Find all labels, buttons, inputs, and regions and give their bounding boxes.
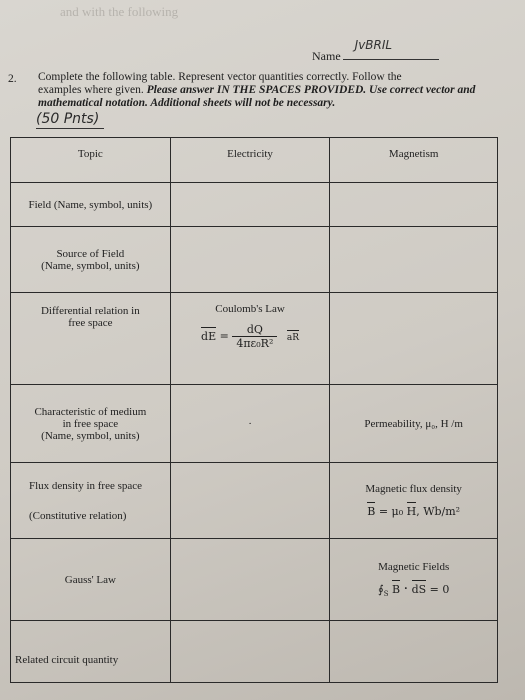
name-underline xyxy=(343,38,439,60)
eq-lhs: B xyxy=(392,582,401,596)
table-row xyxy=(11,183,498,227)
table-header-row xyxy=(11,138,498,183)
topic-cell: Related circuit quantity xyxy=(11,621,171,683)
eq-subscript: S xyxy=(383,590,389,599)
topic-line: (Name, symbol, units) xyxy=(41,429,140,442)
flux-density-cell xyxy=(330,463,498,539)
answer-cell-electricity[interactable] xyxy=(170,227,330,293)
points-annotation: (50 Pnts) xyxy=(36,111,100,127)
points-underline xyxy=(36,128,104,129)
topic-cell xyxy=(11,385,171,463)
topic-cell: Gauss' Law xyxy=(11,539,171,621)
header-magnetism: Magnetism xyxy=(330,138,498,183)
topic-line: in free space xyxy=(62,417,119,430)
flux-density-title: Magnetic flux density xyxy=(365,483,462,495)
gauss-magnetic-equation xyxy=(334,581,493,598)
flux-density-equation xyxy=(334,505,493,518)
topic-cell xyxy=(11,293,171,385)
topic-cell xyxy=(11,463,171,539)
answer-cell-magnetism[interactable] xyxy=(330,227,498,293)
table-row xyxy=(11,539,498,621)
coulombs-law-equation xyxy=(175,323,326,350)
eq-units: , Wb/m² xyxy=(416,505,461,518)
eq-rhs: dS xyxy=(411,582,427,596)
name-field xyxy=(312,38,439,64)
answer-cell-electricity[interactable] xyxy=(170,539,330,621)
gauss-magnetic-cell xyxy=(330,539,498,621)
table-row xyxy=(11,385,498,463)
answer-cell-electricity[interactable]: · xyxy=(170,385,330,463)
instruction-line1: Complete the following table. Represent vector quantities correctly. Follow the xyxy=(38,71,402,83)
topic-line: Flux density in free space xyxy=(29,479,143,492)
eq-equals: = μ₀ xyxy=(378,505,404,518)
topic-cell xyxy=(11,227,171,293)
answer-cell-magnetism[interactable] xyxy=(330,621,498,683)
eq-tail: = 0 xyxy=(429,582,450,596)
instruction-line2: examples where given. xyxy=(38,84,144,96)
gauss-magnetic-title: Magnetic Fields xyxy=(378,560,450,573)
eq-denominator: 4πε₀R² xyxy=(236,337,274,350)
table-row xyxy=(11,463,498,539)
bleed-through-text: and with the following xyxy=(60,4,179,19)
question-number: 2. xyxy=(8,73,17,85)
answer-cell-electricity[interactable] xyxy=(170,621,330,683)
answer-cell-magnetism[interactable] xyxy=(330,183,498,227)
eq-dot: · xyxy=(403,580,409,597)
physics-table xyxy=(10,137,498,683)
eq-lhs: B xyxy=(367,505,376,518)
instruction-bold: Please answer IN THE SPACES PROVIDED. Use correct vector and mathematical notation. Additional sheets will not be necessary. xyxy=(38,84,476,109)
topic-line: Differential relation in xyxy=(40,305,140,317)
name-label: Name xyxy=(312,49,341,63)
topic-line: free space xyxy=(68,317,113,329)
header-topic: Topic xyxy=(11,138,171,183)
coulombs-law-cell xyxy=(170,293,330,385)
eq-fraction xyxy=(232,323,277,350)
answer-cell-electricity[interactable] xyxy=(170,183,330,227)
permeability-cell: Permeability, μ₀, H /m xyxy=(330,385,498,463)
coulombs-law-title: Coulomb's Law xyxy=(215,303,285,315)
topic-line: (Constitutive relation) xyxy=(29,509,127,522)
eq-equals: = xyxy=(219,329,229,343)
question-instructions xyxy=(38,71,478,110)
eq-lhs: dE xyxy=(201,329,217,343)
topic-line: (Name, symbol, units) xyxy=(41,259,140,272)
eq-numerator: dQ xyxy=(232,323,277,337)
eq-unit-vector: aR xyxy=(286,332,300,343)
topic-line: Source of Field xyxy=(56,247,125,260)
answer-cell-electricity[interactable] xyxy=(170,463,330,539)
table-row xyxy=(11,621,498,683)
eq-rhs: H xyxy=(406,505,417,518)
header-electricity: Electricity xyxy=(170,138,330,183)
eq-integral: ∮ xyxy=(377,582,384,596)
name-value: JvBRIL xyxy=(354,38,393,52)
topic-cell: Field (Name, symbol, units) xyxy=(11,183,171,227)
topic-line: Characteristic of medium xyxy=(34,405,147,418)
answer-cell-magnetism[interactable] xyxy=(330,293,498,385)
table-row xyxy=(11,227,498,293)
table-row xyxy=(11,293,498,385)
